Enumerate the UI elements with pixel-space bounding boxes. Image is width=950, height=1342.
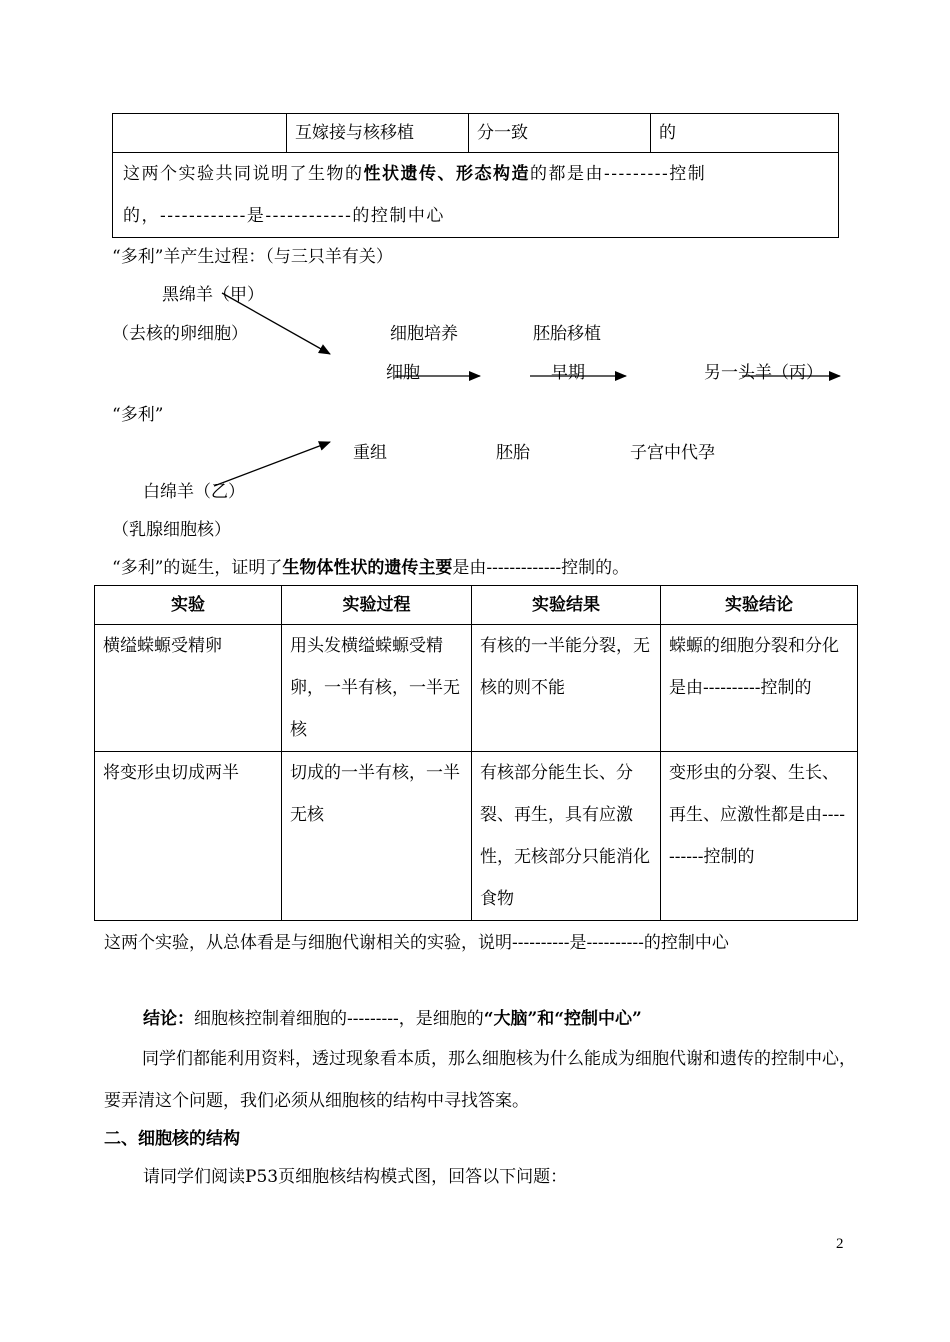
table-cell: 蝾螈的细胞分裂和分化是由----------控制的 xyxy=(661,625,858,752)
step-culture: 细胞培养 xyxy=(390,324,458,344)
sheep-b-part: （乳腺细胞核） xyxy=(112,520,231,540)
sheep-a-label: 黑绵羊（甲） xyxy=(162,285,264,305)
column-header: 实验 xyxy=(95,586,282,625)
table-cell: 有核的一半能分裂，无核的则不能 xyxy=(472,625,661,752)
note-text: 这两个实验共同说明了生物的 xyxy=(123,164,364,184)
conclusion-bold: “大脑”和“控制中心” xyxy=(483,1009,642,1029)
arrow-sheep-b xyxy=(214,442,330,486)
dolly-conclusion xyxy=(112,553,629,578)
table-cell: 用头发横缢蝾螈受精卵，一半有核，一半无核 xyxy=(282,625,472,752)
table-row xyxy=(95,752,858,921)
column-header: 实验结论 xyxy=(661,586,858,625)
para-read: 请同学们阅读P53页细胞核结构模式图，回答以下问题： xyxy=(143,1167,568,1187)
stage-recombined: 重组 xyxy=(353,443,387,463)
column-header: 实验过程 xyxy=(282,586,472,625)
para-students: 同学们都能利用资料，透过现象看本质，那么细胞核为什么能成为细胞代谢和遗传的控制中心，要弄清这个问题，我们必须从细胞核的结构中寻找答案。 xyxy=(104,1049,856,1111)
para-after-table: 这两个实验，从总体看是与细胞代谢相关的实验，说明----------是----------的控制中心 xyxy=(104,933,729,953)
stage-embryo: 胚胎 xyxy=(496,443,530,463)
table-experiments xyxy=(94,585,858,921)
dolly-label: “多利” xyxy=(112,405,164,425)
sheep-b-label: 白绵羊（乙） xyxy=(143,482,245,502)
stage-cell: 细胞 xyxy=(386,363,420,383)
table-cell: 分一致 xyxy=(469,114,651,153)
note-text: 的都是由---------控制 xyxy=(530,164,707,184)
conclusion-pre: “多利”的诞生，证明了 xyxy=(112,558,283,578)
note-line2: 的，------------是------------的控制中心 xyxy=(123,206,445,226)
conclusion-post: 是由-------------控制的。 xyxy=(452,558,630,578)
table-cell: 的 xyxy=(651,114,839,153)
arrow-sheep-a xyxy=(222,293,330,354)
stage-sheep-c: 另一头羊（丙） xyxy=(704,363,823,383)
page-number: 2 xyxy=(836,1236,844,1252)
table-cell: 有核部分能生长、分裂、再生，具有应激性，无核部分只能消化食物 xyxy=(472,752,661,921)
table-header-row xyxy=(95,586,858,625)
table-cell: 变形虫的分裂、生长、再生、应激性都是由----------控制的 xyxy=(661,752,858,921)
table-cell: 切成的一半有核，一半无核 xyxy=(282,752,472,921)
section-title: 二、细胞核的结构 xyxy=(104,1129,240,1149)
note-bold: 性状遗传、形态构造 xyxy=(363,164,530,184)
sheep-a-part: （去核的卵细胞） xyxy=(112,324,248,344)
step-transfer: 胚胎移植 xyxy=(533,324,601,344)
table-row xyxy=(95,625,858,752)
conclusion-bold: 生物体性状的遗传主要 xyxy=(282,558,453,578)
dolly-title: “多利”羊产生过程：（与三只羊有关） xyxy=(112,247,393,267)
conclusion-text: 细胞核控制着细胞的---------，是细胞的 xyxy=(194,1009,484,1029)
table-cell: 横缢蝾螈受精卵 xyxy=(95,625,282,752)
stage-early: 早期 xyxy=(551,363,585,383)
stage-surrogate: 子宫中代孕 xyxy=(630,443,715,463)
table-cell: 将变形虫切成两半 xyxy=(95,752,282,921)
conclusion-label: 结论： xyxy=(143,1009,194,1029)
table-cell: 互嫁接与核移植 xyxy=(287,114,469,153)
column-header: 实验结果 xyxy=(472,586,661,625)
conclusion-line xyxy=(143,1004,642,1029)
